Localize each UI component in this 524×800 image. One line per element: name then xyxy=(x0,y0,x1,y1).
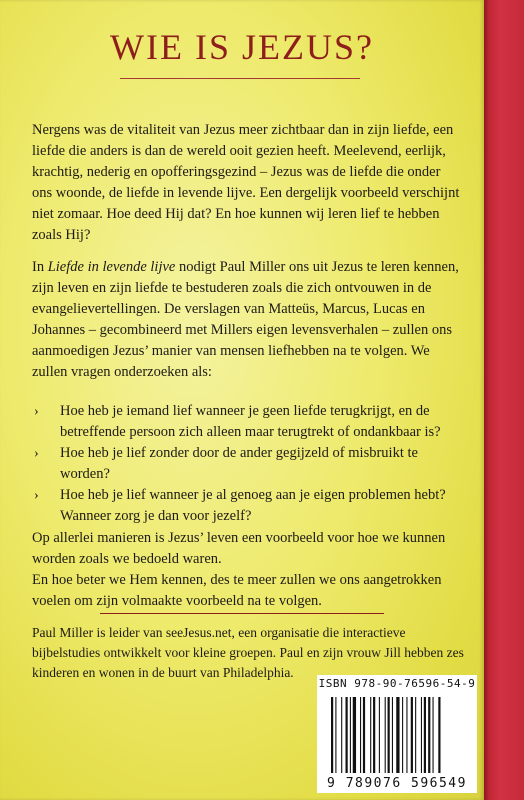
barcode-bar xyxy=(406,697,407,773)
edge-shadow xyxy=(484,0,489,800)
section-divider xyxy=(100,613,384,614)
book-description-paragraph xyxy=(32,257,464,383)
bullet-text: Hoe heb je lief wanneer je al genoeg aan je eigen problemen hebt? Wanneer zorg je dan voor jezelf? xyxy=(60,487,446,524)
barcode-bar xyxy=(379,697,380,773)
barcode-bar xyxy=(424,697,426,773)
bullet-text: Hoe heb je lief zonder door de ander gegijzeld of misbruikt te worden? xyxy=(60,445,418,482)
paragraph-rest: nodigt Paul Miller ons uit Jezus te leren kennen, zijn leven en zijn liefde te bestuderen zoals die zich ontvouwen in de evangelievertellingen. De verslagen van Matteüs, Marcus, Lucas en Johannes – gecombineerd met Millers eigen levensverhalen – zullen ons aanmoedigen Jezus’ manier van mensen liefhebben na te volgen. We zullen vragen onderzoeken als: xyxy=(32,259,459,380)
chevron-right-icon: › xyxy=(34,446,39,461)
barcode-bar xyxy=(421,697,422,773)
isbn-label: ISBN 978-90-76596-54-9 xyxy=(317,675,477,693)
barcode-bar xyxy=(415,697,416,773)
author-bio: Paul Miller is leider van seeJesus.net, een organisatie die interactieve bijbelstudies ontwikkelt voor kleine groepen. Paul en zijn vrouw Jill hebben zes kinderen en wonen in de buurt van Philadelphia. xyxy=(32,625,464,680)
barcode-bar xyxy=(438,697,440,773)
barcode-bar xyxy=(428,697,430,773)
barcode-bar xyxy=(353,697,356,773)
paragraph-prefix: In xyxy=(32,259,48,275)
title-divider xyxy=(120,78,360,79)
barcode-bar xyxy=(363,697,365,773)
list-item xyxy=(32,443,464,485)
barcode-bar xyxy=(411,697,413,773)
barcode-bar xyxy=(331,697,333,773)
cover-title: WIE IS JEZUS? xyxy=(110,27,374,67)
intro-paragraph: Nergens was de vitaliteit van Jezus meer zichtbaar dan in zijn liefde, een liefde die anders is dan de wereld ooit gezien heeft. Meelevend, eerlijk, krachtig, nederig en opofferingsgezind – Jezus was de liefde die onder ons woonde, de liefde in levende lijve. Een dergelijk voorbeeld verschijnt niet zomaar. Hoe deed Hij dat? En hoe kunnen wij leren lief te hebben zoals Hij? xyxy=(32,122,460,243)
barcode-bar xyxy=(360,697,361,773)
barcode-bar xyxy=(370,697,371,773)
barcode-bar xyxy=(433,697,434,773)
barcode-bar xyxy=(335,697,336,773)
barcode-bar xyxy=(350,697,351,773)
book-title-italic: Liefde in levende lijve xyxy=(47,259,176,275)
barcode-bar xyxy=(341,697,342,773)
chevron-right-icon: › xyxy=(34,488,39,503)
list-item xyxy=(32,485,464,527)
book-spine-edge xyxy=(484,0,524,800)
barcode-bar xyxy=(392,697,393,773)
barcode-bar xyxy=(385,697,386,773)
barcode xyxy=(317,693,477,793)
closing-line-2: En hoe beter we Hem kennen, des te meer zullen we ons aangetrokken voelen om zijn volmaakte voorbeeld na te volgen. xyxy=(32,572,442,609)
closing-line-1: Op allerlei manieren is Jezus’ leven een voorbeeld voor hoe we kunnen worden zoals we bedoeld waren. xyxy=(32,530,446,567)
barcode-block xyxy=(317,675,477,793)
question-list xyxy=(32,401,464,527)
chevron-right-icon: › xyxy=(34,404,39,419)
closing-paragraph xyxy=(32,528,464,612)
list-item xyxy=(32,401,464,443)
barcode-bar xyxy=(396,697,399,773)
barcode-bar xyxy=(373,697,375,773)
bullet-text: Hoe heb je iemand lief wanneer je geen liefde terugkrijgt, en de betreffende persoon zich alleen maar terugtrekt of ondankbaar is? xyxy=(60,403,441,440)
barcode-digits: 9 789076 596549 xyxy=(327,776,467,791)
barcode-bar xyxy=(346,697,348,773)
barcode-bar xyxy=(402,697,403,773)
barcode-bar xyxy=(388,697,390,773)
